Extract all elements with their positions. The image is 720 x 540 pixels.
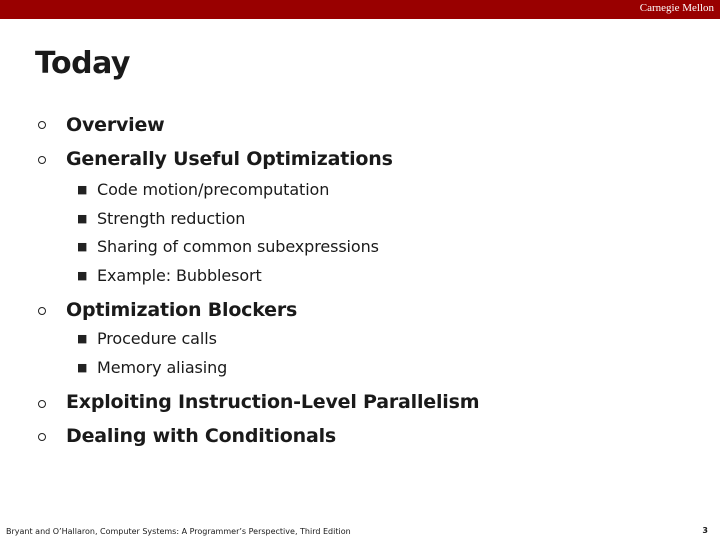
square-bullet-icon: ■ (77, 240, 88, 253)
sub-bullet-item: Memory aliasing (97, 358, 228, 377)
square-bullet-icon: ■ (77, 332, 88, 345)
brand-label: Carnegie Mellon (639, 2, 714, 14)
square-bullet-icon: ■ (77, 212, 88, 225)
slide-title: Today (35, 46, 130, 81)
header-bar (0, 0, 720, 19)
bullet-item: Exploiting Instruction-Level Parallelism (66, 391, 480, 413)
circle-bullet-icon (38, 156, 46, 164)
bullet-item: Generally Useful Optimizations (66, 148, 393, 170)
sub-bullet-item: Code motion/precomputation (97, 180, 330, 199)
sub-bullet-item: Example: Bubblesort (97, 266, 262, 285)
footer-citation: Bryant and O’Hallaron, Computer Systems: A Programmer’s Perspective, Third Edition (6, 527, 351, 536)
bullet-item: Dealing with Conditionals (66, 425, 336, 447)
circle-bullet-icon (38, 400, 46, 408)
square-bullet-icon: ■ (77, 361, 88, 374)
sub-bullet-item: Sharing of common subexpressions (97, 237, 379, 256)
circle-bullet-icon (38, 121, 46, 129)
bullet-item: Optimization Blockers (66, 299, 298, 321)
square-bullet-icon: ■ (77, 269, 88, 282)
square-bullet-icon: ■ (77, 183, 88, 196)
page-number: 3 (702, 526, 708, 535)
circle-bullet-icon (38, 307, 46, 315)
circle-bullet-icon (38, 433, 46, 441)
sub-bullet-item: Strength reduction (97, 209, 246, 228)
sub-bullet-item: Procedure calls (97, 329, 217, 348)
bullet-item: Overview (66, 114, 165, 136)
